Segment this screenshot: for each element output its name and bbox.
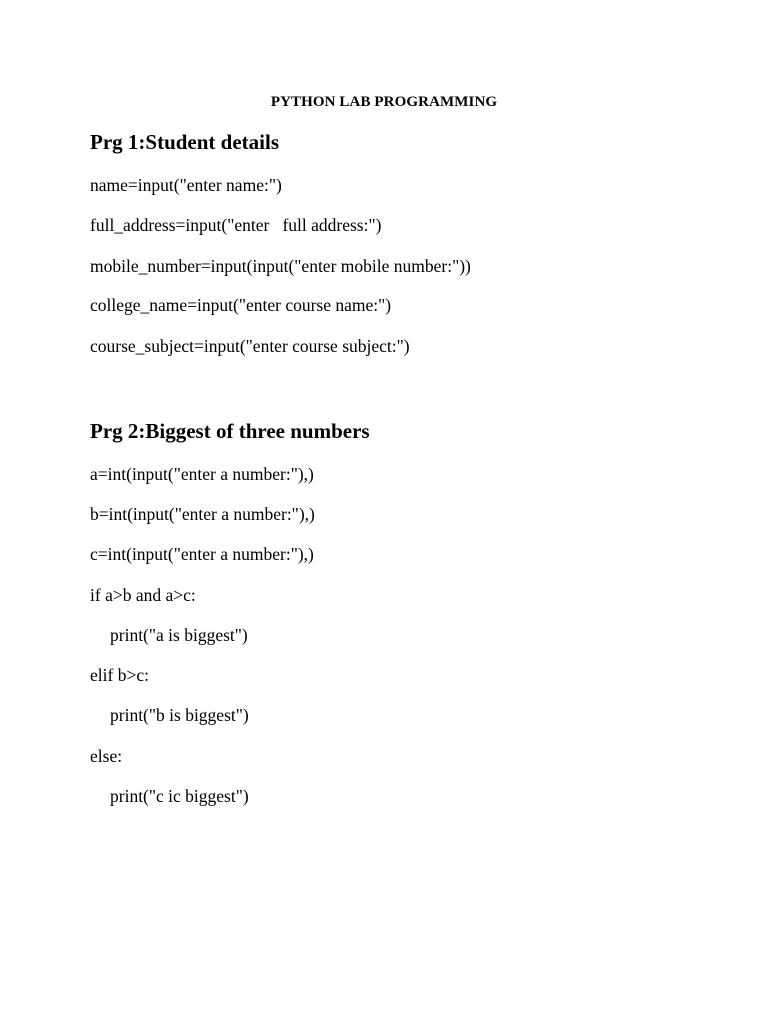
code-line: if a>b and a>c: bbox=[90, 585, 196, 605]
code-line: print("b is biggest") bbox=[110, 705, 249, 725]
code-line: elif b>c: bbox=[90, 665, 149, 685]
code-line: print("a is biggest") bbox=[110, 625, 248, 645]
code-line: full_address=input("enter full address:") bbox=[90, 215, 382, 235]
code-line: print("c ic biggest") bbox=[110, 786, 249, 806]
code-line: course_subject=input("enter course subject:") bbox=[90, 336, 410, 356]
document-title: PYTHON LAB PROGRAMMING bbox=[270, 94, 498, 110]
code-line: c=int(input("enter a number:"),) bbox=[90, 544, 314, 564]
code-line: b=int(input("enter a number:"),) bbox=[90, 504, 315, 524]
program1-heading: Prg 1:Student details bbox=[90, 130, 279, 154]
code-line: a=int(input("enter a number:"),) bbox=[90, 464, 314, 484]
code-line: mobile_number=input(input("enter mobile number:")) bbox=[90, 256, 471, 276]
code-line: else: bbox=[90, 746, 123, 766]
program2-heading: Prg 2:Biggest of three numbers bbox=[90, 419, 370, 443]
code-line: name=input("enter name:") bbox=[90, 175, 282, 195]
code-line: college_name=input("enter course name:") bbox=[90, 295, 392, 315]
